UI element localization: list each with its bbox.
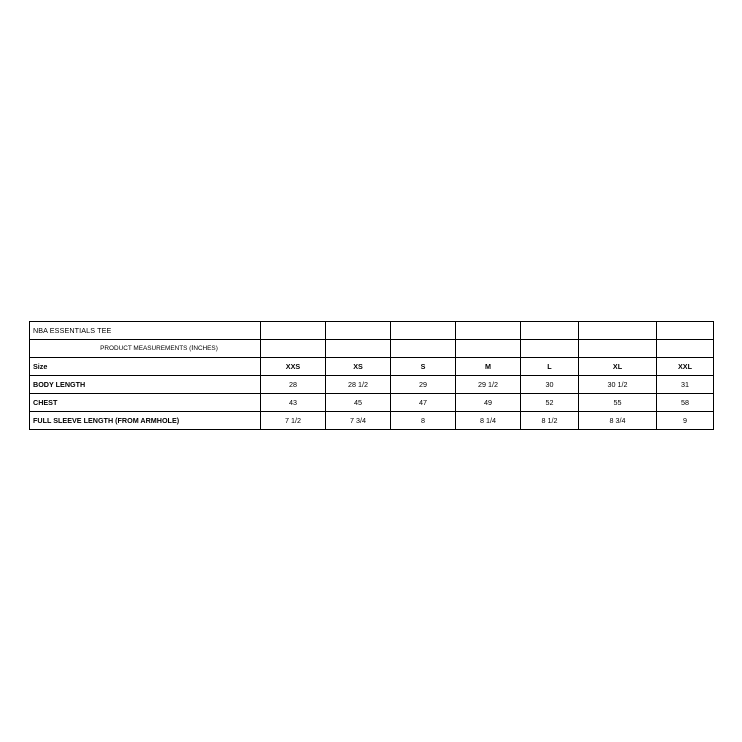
size-header-label: Size: [30, 358, 261, 376]
title-row-blank-4: [456, 322, 521, 340]
cell-body-length-xxs: 28: [261, 376, 326, 394]
table-header-row: [30, 358, 714, 376]
cell-chest-m: 49: [456, 394, 521, 412]
title-row-blank-1: [261, 322, 326, 340]
subtitle-unit-cap: I: [191, 343, 194, 353]
subtitle-row-blank-4: [456, 340, 521, 358]
subtitle-unit-rest: NCHES: [193, 345, 216, 353]
cell-body-length-xl: 30 1/2: [579, 376, 657, 394]
subtitle-suffix: ): [215, 345, 218, 353]
title-row-blank-5: [521, 322, 579, 340]
table-row: [30, 412, 714, 430]
cell-body-length-xxl: 31: [657, 376, 714, 394]
subtitle-row-blank-2: [326, 340, 391, 358]
cell-sleeve-m: 8 1/4: [456, 412, 521, 430]
cell-sleeve-xxs: 7 1/2: [261, 412, 326, 430]
cell-sleeve-s: 8: [391, 412, 456, 430]
cell-chest-xl: 55: [579, 394, 657, 412]
cell-sleeve-xl: 8 3/4: [579, 412, 657, 430]
size-header-l: L: [521, 358, 579, 376]
subtitle-prefix: PRODUCT MEASUREMENTS (: [100, 345, 192, 353]
subtitle-row-blank-5: [521, 340, 579, 358]
cell-sleeve-xxl: 9: [657, 412, 714, 430]
size-header-xxl: XXL: [657, 358, 714, 376]
row-label-chest: CHEST: [30, 394, 261, 412]
cell-body-length-l: 30: [521, 376, 579, 394]
title-row-blank-7: [657, 322, 714, 340]
subtitle-row-blank-7: [657, 340, 714, 358]
chart-subtitle: [30, 340, 261, 358]
size-chart-table: [29, 321, 714, 430]
row-label-body-length: BODY LENGTH: [30, 376, 261, 394]
table-row-subtitle: [30, 340, 714, 358]
cell-chest-xxs: 43: [261, 394, 326, 412]
table-row: [30, 394, 714, 412]
table-row: [30, 376, 714, 394]
table-row-title: [30, 322, 714, 340]
subtitle-row-blank-6: [579, 340, 657, 358]
subtitle-row-blank-3: [391, 340, 456, 358]
cell-sleeve-l: 8 1/2: [521, 412, 579, 430]
chart-title: NBA ESSENTIALS TEE: [30, 322, 261, 340]
cell-sleeve-xs: 7 3/4: [326, 412, 391, 430]
title-row-blank-2: [326, 322, 391, 340]
row-label-full-sleeve-length: FULL SLEEVE LENGTH (FROM ARMHOLE): [30, 412, 261, 430]
cell-chest-l: 52: [521, 394, 579, 412]
size-header-s: S: [391, 358, 456, 376]
cell-chest-s: 47: [391, 394, 456, 412]
size-header-xxs: XXS: [261, 358, 326, 376]
cell-chest-xxl: 58: [657, 394, 714, 412]
size-chart-container: [29, 321, 713, 430]
cell-body-length-m: 29 1/2: [456, 376, 521, 394]
size-header-xl: XL: [579, 358, 657, 376]
size-header-xs: XS: [326, 358, 391, 376]
title-row-blank-6: [579, 322, 657, 340]
size-header-m: M: [456, 358, 521, 376]
cell-body-length-xs: 28 1/2: [326, 376, 391, 394]
cell-body-length-s: 29: [391, 376, 456, 394]
subtitle-row-blank-1: [261, 340, 326, 358]
cell-chest-xs: 45: [326, 394, 391, 412]
title-row-blank-3: [391, 322, 456, 340]
